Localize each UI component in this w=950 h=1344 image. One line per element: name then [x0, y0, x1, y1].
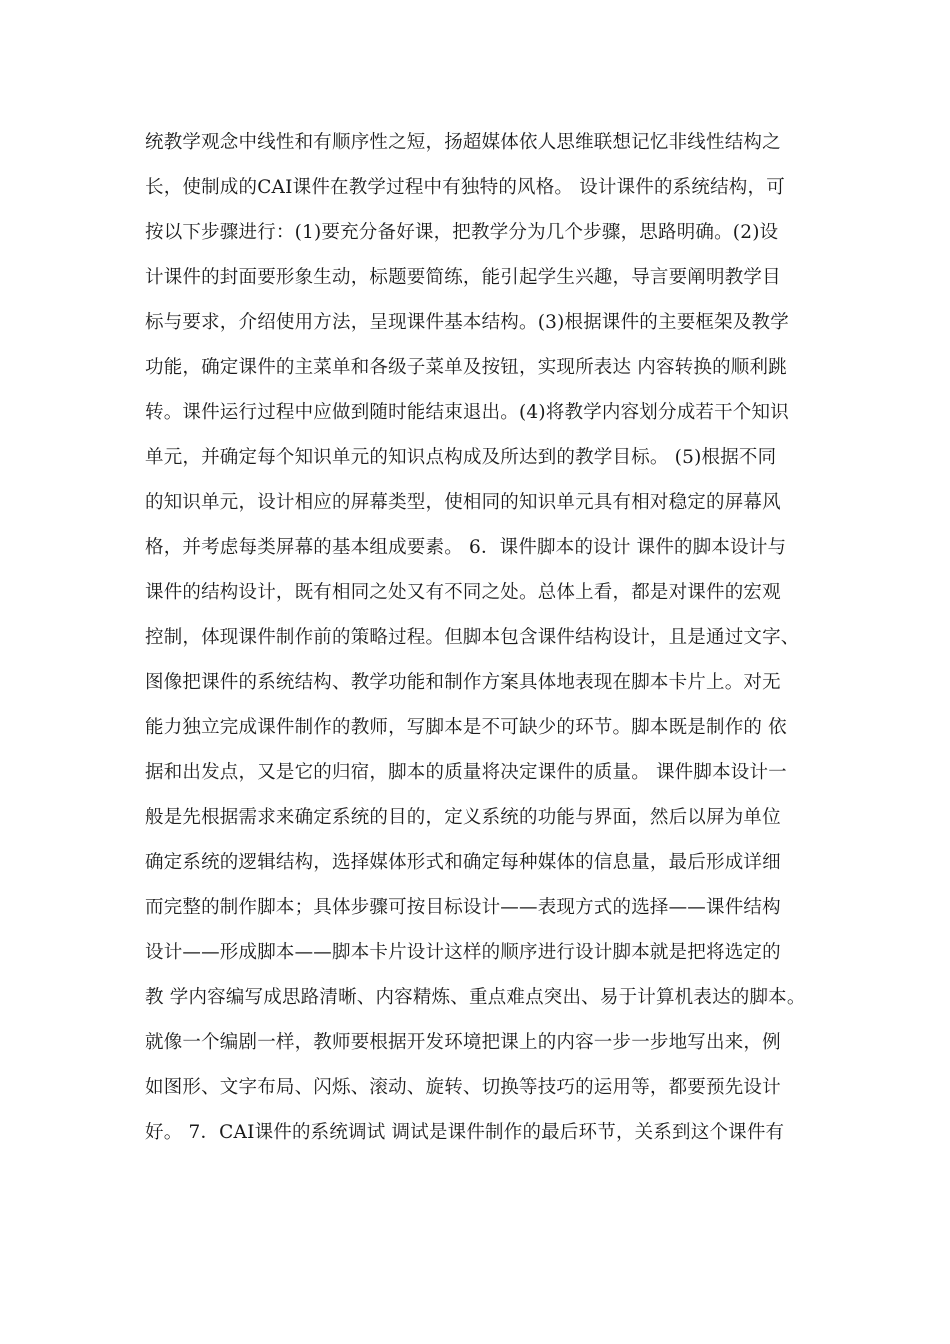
text-line: 教 学内容编写成思路清晰、内容精炼、重点难点突出、易于计算机表达的脚本。	[145, 987, 806, 1008]
text-line: 的知识单元，设计相应的屏幕类型，使相同的知识单元具有相对稳定的屏幕风	[145, 492, 781, 513]
text-line: 长，使制成的CAI课件在教学过程中有独特的风格。 设计课件的系统结构，可	[145, 177, 785, 198]
text-line: 标与要求，介绍使用方法，呈现课件基本结构。(3)根据课件的主要框架及教学	[145, 312, 789, 333]
text-line: 设计——形成脚本——脚本卡片设计这样的顺序进行设计脚本就是把将选定的	[145, 942, 781, 963]
text-line: 计课件的封面要形象生动，标题要简练，能引起学生兴趣，导言要阐明教学目	[145, 267, 781, 288]
body-text	[145, 120, 825, 1155]
text-line: 控制，体现课件制作前的策略过程。但脚本包含课件结构设计，且是通过文字、	[145, 627, 800, 648]
text-line: 按以下步骤进行：(1)要充分备好课，把教学分为几个步骤，思路明确。(2)设	[145, 222, 779, 243]
text-line: 单元，并确定每个知识单元的知识点构成及所达到的教学目标。 (5)根据不同	[145, 447, 777, 468]
text-line: 般是先根据需求来确定系统的目的，定义系统的功能与界面，然后以屏为单位	[145, 807, 781, 828]
text-line: 如图形、文字布局、闪烁、滚动、旋转、切换等技巧的运用等，都要预先设计	[145, 1077, 781, 1098]
text-line: 功能，确定课件的主菜单和各级子菜单及按钮，实现所表达 内容转换的顺利跳	[145, 357, 787, 378]
text-line: 能力独立完成课件制作的教师，写脚本是不可缺少的环节。脚本既是制作的 依	[145, 717, 787, 738]
text-line: 格，并考虑每类屏幕的基本组成要素。 6．课件脚本的设计 课件的脚本设计与	[145, 537, 787, 558]
text-line: 确定系统的逻辑结构，选择媒体形式和确定每种媒体的信息量，最后形成详细	[145, 852, 781, 873]
text-line: 好。 7．CAI课件的系统调试 调试是课件制作的最后环节，关系到这个课件有	[145, 1122, 785, 1143]
text-line: 统教学观念中线性和有顺序性之短，扬超媒体依人思维联想记忆非线性结构之	[145, 132, 781, 153]
text-line: 图像把课件的系统结构、教学功能和制作方案具体地表现在脚本卡片上。对无	[145, 672, 781, 693]
text-line: 课件的结构设计，既有相同之处又有不同之处。总体上看，都是对课件的宏观	[145, 582, 781, 603]
text-line: 就像一个编剧一样，教师要根据开发环境把课上的内容一步一步地写出来，例	[145, 1032, 781, 1053]
text-line: 而完整的制作脚本；具体步骤可按目标设计——表现方式的选择——课件结构	[145, 897, 781, 918]
text-line: 转。课件运行过程中应做到随时能结束退出。(4)将教学内容划分成若干个知识	[145, 402, 789, 423]
text-line: 据和出发点，又是它的归宿，脚本的质量将决定课件的质量。 课件脚本设计一	[145, 762, 787, 783]
